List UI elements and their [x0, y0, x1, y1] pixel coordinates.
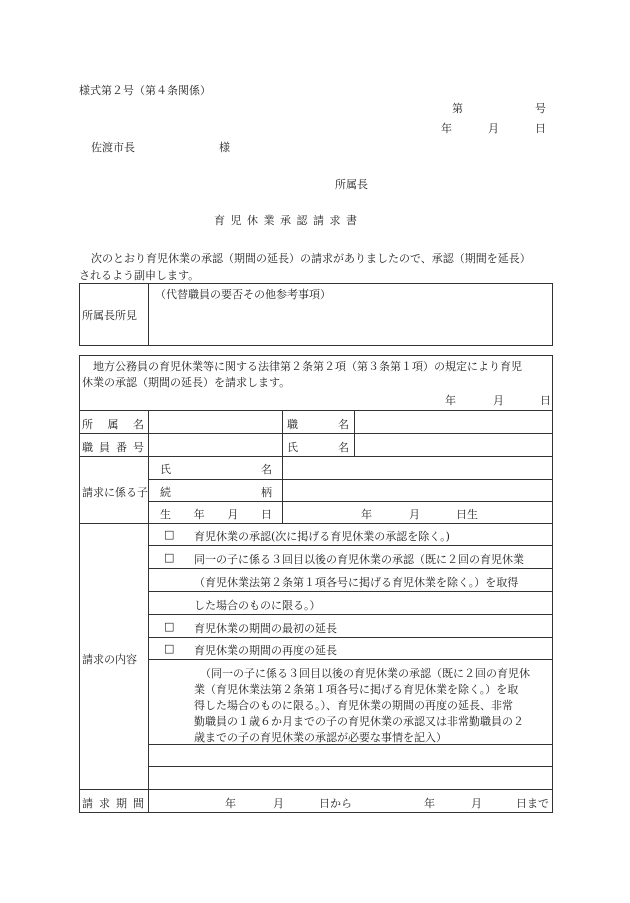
child-name-field[interactable] [284, 458, 551, 478]
employee-number-label: 職 員 番 号 [82, 441, 144, 454]
request-text-line-2: 休業の承認（期間の延長）を請求します。 [82, 376, 291, 389]
child-relation-label: 続 柄 [160, 486, 272, 499]
addressee-name: 佐渡市長 [91, 141, 135, 154]
option-4-checkbox[interactable]: □ [164, 642, 175, 655]
opinion-label: 所属長所見 [82, 309, 137, 322]
child-birth-label: 生 年 月 日 [160, 508, 272, 521]
period-from-year: 年 [225, 797, 236, 810]
request-date-day: 日 [540, 394, 551, 407]
addressee-honorific: 様 [219, 141, 230, 154]
form-number: 様式第２号（第４条関係） [79, 84, 211, 97]
content-note-line-1: （同一の子に係る３回目以後の育児休業の承認（既に２回の育児休 [200, 667, 530, 680]
document-title: 育 児 休 業 承 認 請 求 書 [214, 214, 358, 227]
intro-line-1: 次のとおり育児休業の承認（期間の延長）の請求がありましたので、承認（期間を延長） [91, 252, 531, 265]
position-label: 職 名 [287, 418, 349, 431]
header-date-day: 日 [535, 122, 546, 135]
affiliation-field[interactable] [150, 412, 280, 432]
period-to-year: 年 [424, 797, 435, 810]
child-name-label: 氏 名 [160, 463, 272, 476]
content-note-line-2: 業（育児休業法第２条第１項各号に掲げる育児休業を除く。）を取 [194, 683, 519, 696]
content-note-line-3: 得した場合のものに限る。）、育児休業の期間の再度の延長、非常 [194, 699, 513, 712]
period-to-month: 月 [471, 797, 482, 810]
option-4-label: 育児休業の期間の再度の延長 [194, 644, 337, 657]
request-date-month: 月 [493, 394, 504, 407]
header-date-month: 月 [488, 122, 499, 135]
position-field[interactable] [356, 412, 551, 432]
affiliation-label: 所 属 名 [82, 418, 144, 431]
option-3-label: 育児休業の期間の最初の延長 [194, 622, 337, 635]
opinion-input-area[interactable] [150, 302, 550, 344]
child-birth-day: 日生 [456, 508, 478, 521]
period-label: 請 求 期 間 [82, 797, 144, 810]
employee-number-field[interactable] [150, 435, 280, 455]
option-1-label: 育児休業の承認(次に掲げる育児休業の承認を除く。) [194, 530, 450, 543]
department-head: 所属長 [335, 178, 368, 191]
content-input-line-2[interactable] [150, 768, 551, 788]
option-3-checkbox[interactable]: □ [164, 620, 175, 633]
header-date-year: 年 [441, 122, 452, 135]
doc-number-dai: 第 [452, 102, 463, 115]
doc-number-go: 号 [535, 102, 546, 115]
child-relation-field[interactable] [284, 481, 551, 500]
period-to-day: 日まで [516, 797, 549, 810]
content-label: 請求の内容 [82, 653, 137, 666]
request-text-line-1: 地方公務員の育児休業等に関する法律第２条第２項（第３条第１項）の規定により育児 [93, 360, 522, 373]
option-2-checkbox[interactable]: □ [164, 551, 175, 564]
child-label: 請求に係る子 [82, 486, 148, 499]
option-2-label: 同一の子に係る３回目以後の育児休業の承認（既に２回の育児休業 [194, 553, 524, 566]
option-1-checkbox[interactable]: □ [164, 528, 175, 541]
name-label: 氏 名 [287, 441, 349, 454]
period-from-day: 日から [319, 797, 352, 810]
request-date-year: 年 [445, 394, 456, 407]
opinion-note: （代替職員の要否その他参考事項） [155, 288, 331, 301]
child-birth-month: 月 [409, 508, 420, 521]
name-field[interactable] [356, 435, 551, 455]
option-2-continued-2: した場合のものに限る。） [194, 599, 321, 612]
content-note-line-5: 歳までの子の育児休業の承認が必要な事情を記入） [194, 731, 447, 744]
content-input-line-1[interactable] [150, 746, 551, 765]
content-note-line-4: 勤職員の１歳６か月までの子の育児休業の承認又は非常勤職員の２ [194, 715, 524, 728]
period-from-month: 月 [273, 797, 284, 810]
option-2-continued-1: （育児休業法第２条第１項各号に掲げる育児休業を除く。）を取得 [194, 576, 519, 589]
child-birth-year: 年 [361, 508, 372, 521]
intro-line-2: されるよう副申します。 [79, 269, 200, 282]
